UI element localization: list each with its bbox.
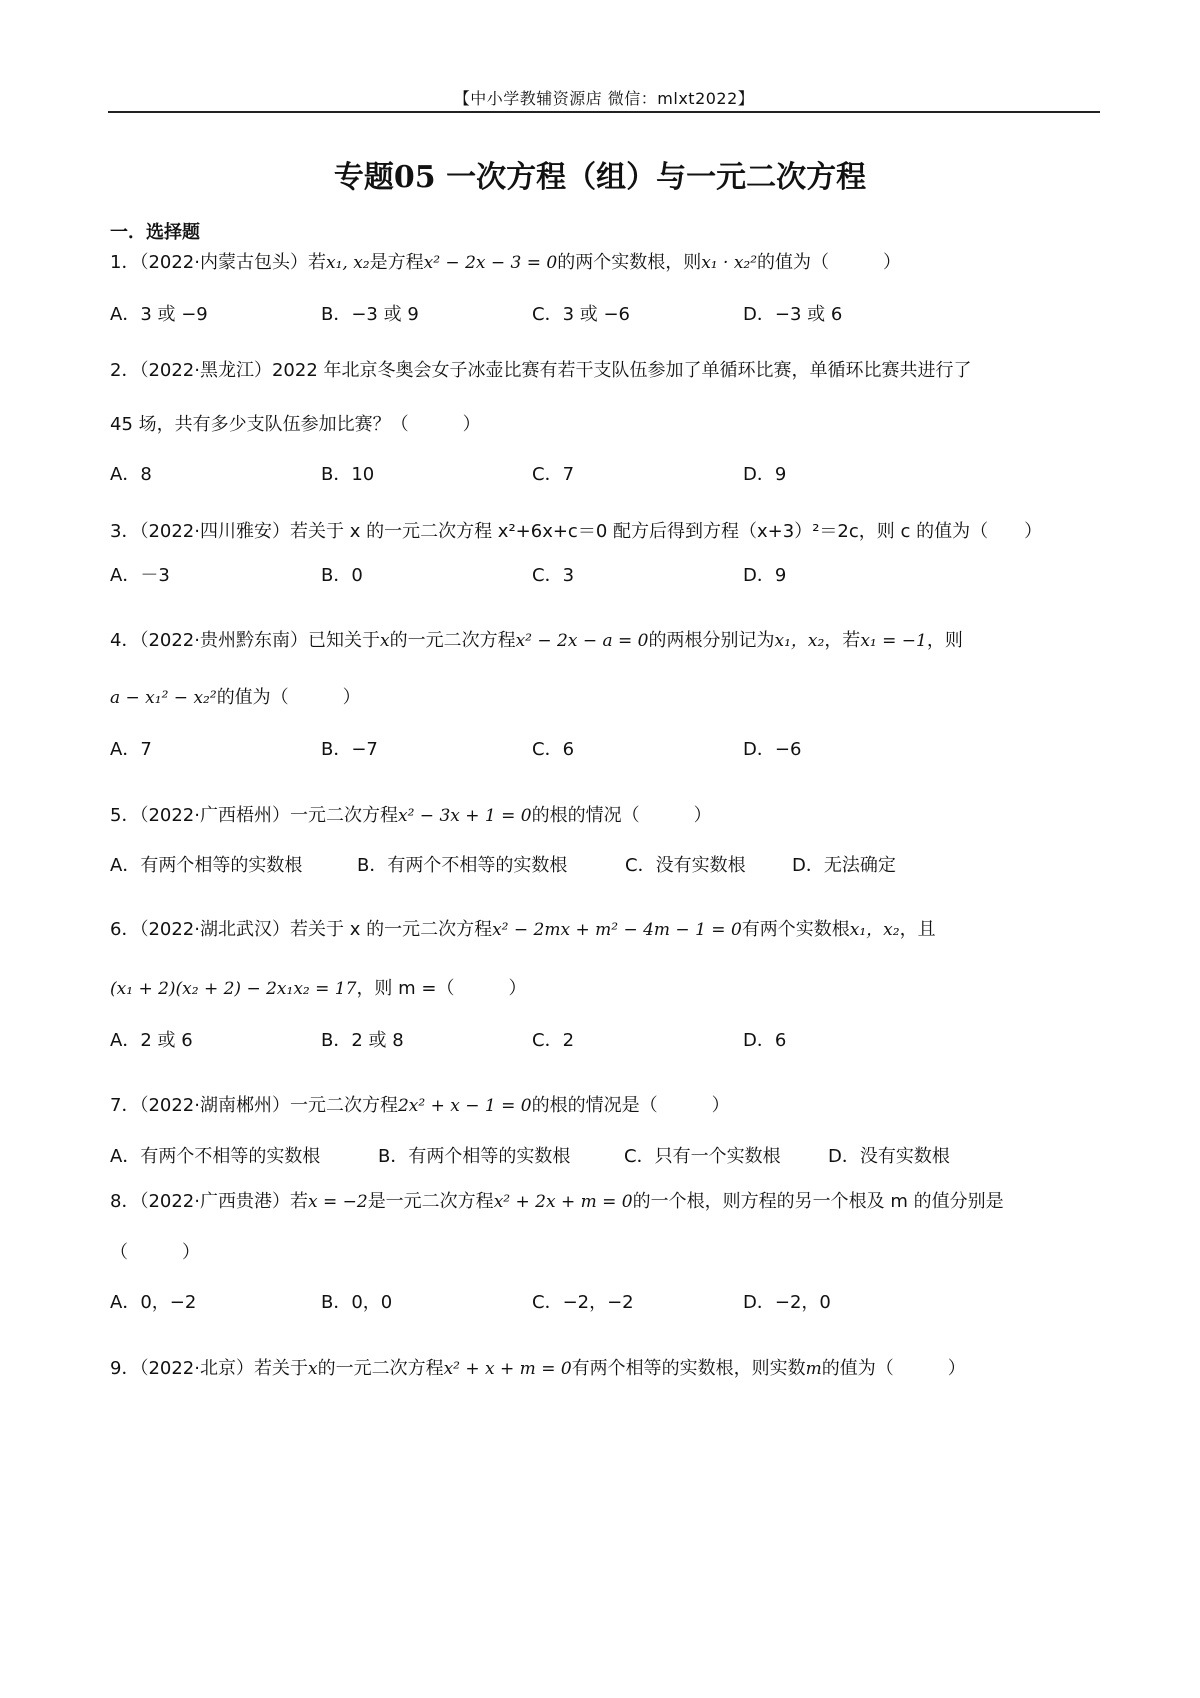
q4-option-c: C．6 [532,739,575,760]
q1-option-d: D．−3 或 6 [743,304,843,325]
q3-option-b: B．0 [321,565,363,586]
q1-option-c: C．3 或 −6 [532,304,630,325]
page-title: 专题05 一次方程（组）与一元二次方程 [333,160,867,195]
q5-option-a: A．有两个相等的实数根 [110,855,303,876]
q1-option-a: A．3 或 −9 [110,304,208,325]
q7-option-d: D．没有实数根 [828,1146,950,1167]
q5-option-d: D．无法确定 [792,855,896,876]
question-4-line-2: a − x₁² − x₂²的值为（ ） [110,687,361,708]
q5-option-c: C．没有实数根 [625,855,746,876]
q6-option-d: D．6 [743,1030,787,1051]
q4-option-b: B．−7 [321,739,378,760]
q3-option-d: D．9 [743,565,787,586]
question-8-line-1: 8．（2022·广西贵港）若x = −2是一元二次方程x² + 2x + m = 0的一个根，则方程的另一个根及 m 的值分别是 [110,1191,1004,1212]
question-2-line-1: 2．（2022·黑龙江）2022 年北京冬奥会女子冰壶比赛有若干支队伍参加了单循环比赛，单循环比赛共进行了 [110,360,972,381]
page-header: 【中小学教辅资源店 微信：mlxt2022】 [453,89,755,108]
question-3: 3．（2022·四川雅安）若关于 x 的一元二次方程 x²+6x+c＝0 配方后得到方程（x+3）²＝2c，则 c 的值为（ ） [110,521,1043,542]
question-7: 7．（2022·湖南郴州）一元二次方程2x² + x − 1 = 0的根的情况是（ ） [110,1095,730,1116]
q2-option-d: D．9 [743,464,787,485]
q8-option-c: C．−2，−2 [532,1292,634,1313]
q3-option-c: C．3 [532,565,575,586]
section-heading: 一．选择题 [110,222,200,243]
q2-option-c: C．7 [532,464,575,485]
q7-option-a: A．有两个不相等的实数根 [110,1146,321,1167]
header-divider [108,111,1100,113]
q5-option-b: B．有两个不相等的实数根 [357,855,568,876]
question-9: 9．（2022·北京）若关于x的一元二次方程x² + x + m = 0有两个相等的实数根，则实数m的值为（ ） [110,1358,966,1379]
question-5: 5．（2022·广西梧州）一元二次方程x² − 3x + 1 = 0的根的情况（ ） [110,805,712,826]
question-8-line-2: （ ） [110,1242,200,1263]
q6-option-a: A．2 或 6 [110,1030,193,1051]
q4-option-a: A．7 [110,739,152,760]
q7-option-c: C．只有一个实数根 [624,1146,781,1167]
q6-option-b: B．2 或 8 [321,1030,404,1051]
question-1: 1．（2022·内蒙古包头）若x₁, x₂是方程x² − 2x − 3 = 0的两个实数根，则x₁ · x₂²的值为（ ） [110,252,902,273]
q4-option-d: D．−6 [743,739,802,760]
q1-option-b: B．−3 或 9 [321,304,419,325]
q3-option-a: A．－3 [110,565,170,586]
q2-option-a: A．8 [110,464,152,485]
question-6-line-1: 6．（2022·湖北武汉）若关于 x 的一元二次方程x² − 2mx + m² − 4m − 1 = 0有两个实数根x₁，x₂，且 [110,919,936,940]
q2-option-b: B．10 [321,464,375,485]
q6-option-c: C．2 [532,1030,575,1051]
q8-option-b: B．0，0 [321,1292,393,1313]
q7-option-b: B．有两个相等的实数根 [378,1146,571,1167]
q8-option-d: D．−2，0 [743,1292,831,1313]
question-4-line-1: 4．（2022·贵州黔东南）已知关于x的一元二次方程x² − 2x − a = 0的两根分别记为x₁，x₂，若x₁ = −1，则 [110,630,963,651]
question-2-line-2: 45 场，共有多少支队伍参加比赛？（ ） [110,414,481,435]
q8-option-a: A．0，−2 [110,1292,197,1313]
question-6-line-2: (x₁ + 2)(x₂ + 2) − 2x₁x₂ = 17，则 m =（ ） [110,978,527,999]
